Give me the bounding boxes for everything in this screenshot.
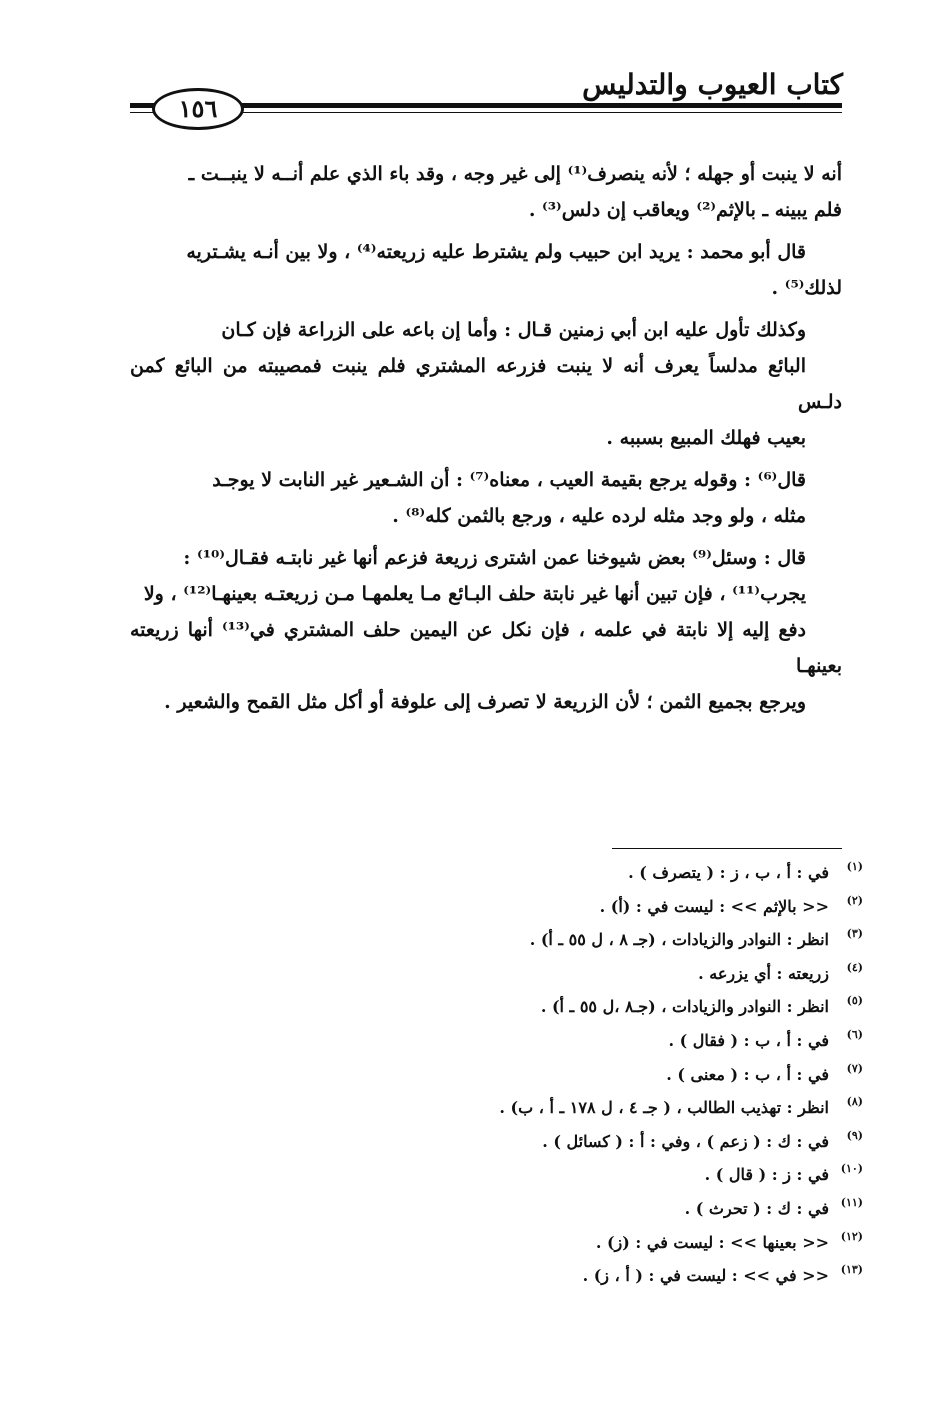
footnote-text: في : ك : ( زعم ) ، وفي : أ : ( كسائل ) .	[542, 1131, 829, 1151]
footnote-number: (٩)	[846, 1128, 863, 1142]
text-line: أنه لا ينبت أو جهله ؛ لأنه ينصرف⁽¹⁾ إلى غير وجه ، وقد باء الذي علم أنــه لا ينبــت ـ	[188, 163, 842, 185]
footnote-item	[303, 957, 863, 991]
footnote-item	[303, 1058, 863, 1092]
text-line: قال⁽⁶⁾ : وقوله يرجع بقيمة العيب ، معناه⁽⁷⁾ : أن الشـعير غير النابت لا يوجـد	[212, 469, 806, 491]
text-line: قال : وسئل⁽⁹⁾ بعض شيوخنا عمن اشترى زريعة فزعم أنها غير نابتـه فقـال⁽¹⁰⁾ :	[183, 547, 806, 569]
footnote-text: انظر : النوادر والزيادات ، (جـ ٨ ، ل ٥٥ ـ أ) .	[529, 930, 829, 950]
footnote-item	[303, 1024, 863, 1058]
footnote-item	[303, 890, 863, 924]
text-line: يجرب⁽¹¹⁾ ، فإن تبين أنها غير نابتة حلف البـائع مـا يعلمهـا مـن زريعتـه بعينهـا⁽¹²⁾ ، ولا	[143, 583, 806, 605]
footnote-text: انظر : تهذيب الطالب ، ( جـ ٤ ، ل ١٧٨ ـ أ ، ب) .	[499, 1098, 829, 1118]
paragraph-2	[130, 234, 842, 306]
text-line: البائع مدلساً يعرف أنه لا ينبت فزرعه المشتري فلم ينبت فمصيبته من البائع كمن دلـس	[130, 355, 842, 413]
footnote-item	[303, 1158, 863, 1192]
footnote-number: (٥)	[846, 994, 863, 1008]
footnote-number: (٣)	[846, 927, 863, 941]
footnote-number: (١٠)	[840, 1162, 863, 1176]
footnote-text: في : ك : ( تحرث ) .	[684, 1198, 829, 1218]
footnote-number: (٧)	[846, 1061, 863, 1075]
footnote-item	[303, 1125, 863, 1159]
footnote-text: في : أ ، ب ، ز : ( يتصرف ) .	[628, 863, 829, 882]
footnote-text: في : أ ، ب : ( فقال ) .	[668, 1030, 829, 1050]
text-line: وكذلك تأول عليه ابن أبي زمنين قـال : وأما إن باعه على الزراعة فإن كـان	[221, 319, 806, 341]
footnote-number: (١٣)	[840, 1263, 863, 1277]
paragraph-1	[130, 156, 842, 228]
text-line: مثله ، ولو وجد مثله لرده عليه ، ورجع بالثمن كله⁽⁸⁾ .	[392, 505, 806, 527]
footnote-number: (٢)	[846, 893, 863, 907]
footnote-item	[303, 990, 863, 1024]
footnote-text: في : أ ، ب : ( معنى ) .	[666, 1064, 829, 1084]
text-line: قال أبو محمد : يريد ابن حبيب ولم يشترط عليه زريعته⁽⁴⁾ ، ولا بين أنـه يشـتريه	[186, 241, 806, 263]
footnotes	[303, 856, 863, 1293]
footnote-number: (٤)	[846, 960, 863, 974]
footnote-number: (١٢)	[840, 1229, 863, 1243]
text-line: فلم يبينه ـ بالإثم⁽²⁾ ويعاقب إن دلس⁽³⁾ .	[528, 199, 842, 221]
footnote-item	[303, 1091, 863, 1125]
footnote-text: << بالإثم >> : ليست في : (أ) .	[599, 896, 829, 916]
text-line: دفع إليه إلا نابتة في علمه ، فإن نكل عن اليمين حلف المشتري في⁽¹³⁾ أنها زريعته بعينهـا	[130, 619, 842, 677]
footnote-separator	[612, 848, 842, 849]
footnote-item	[303, 923, 863, 957]
paragraph-3	[130, 312, 842, 456]
footnote-number: (١)	[846, 860, 863, 873]
footnote-text: << في >> : ليست في : ( أ ، ز) .	[582, 1266, 829, 1286]
footnote-item	[303, 856, 863, 890]
paragraph-5	[130, 540, 842, 720]
footnote-number: (٦)	[846, 1027, 863, 1041]
footnote-text: في : ز : ( قال ) .	[704, 1165, 829, 1185]
main-text	[130, 156, 842, 726]
footnote-text: انظر : النوادر والزيادات ، (جـ٨ ،ل ٥٥ ـ أ) .	[540, 997, 829, 1017]
footnote-item	[303, 1259, 863, 1293]
text-line: بعيب فهلك المبيع بسببه .	[606, 427, 806, 449]
text-line: ويرجع بجميع الثمن ؛ لأن الزريعة لا تصرف إلى علوفة أو أكل مثل القمح والشعير .	[164, 691, 806, 713]
footnote-item	[303, 1226, 863, 1260]
text-line: لذلك⁽⁵⁾ .	[771, 277, 842, 299]
footnote-item	[303, 1192, 863, 1226]
footnote-text: زريعته : أي يزرعه .	[698, 963, 829, 983]
paragraph-4	[130, 462, 842, 534]
footnote-text: << بعينها >> : ليست في : (ز) .	[595, 1232, 829, 1252]
page-number: ١٥٦	[152, 88, 244, 130]
footnote-number: (١١)	[840, 1195, 863, 1209]
footnote-number: (٨)	[846, 1095, 863, 1109]
book-title: كتاب العيوب والتدليس	[582, 68, 843, 101]
